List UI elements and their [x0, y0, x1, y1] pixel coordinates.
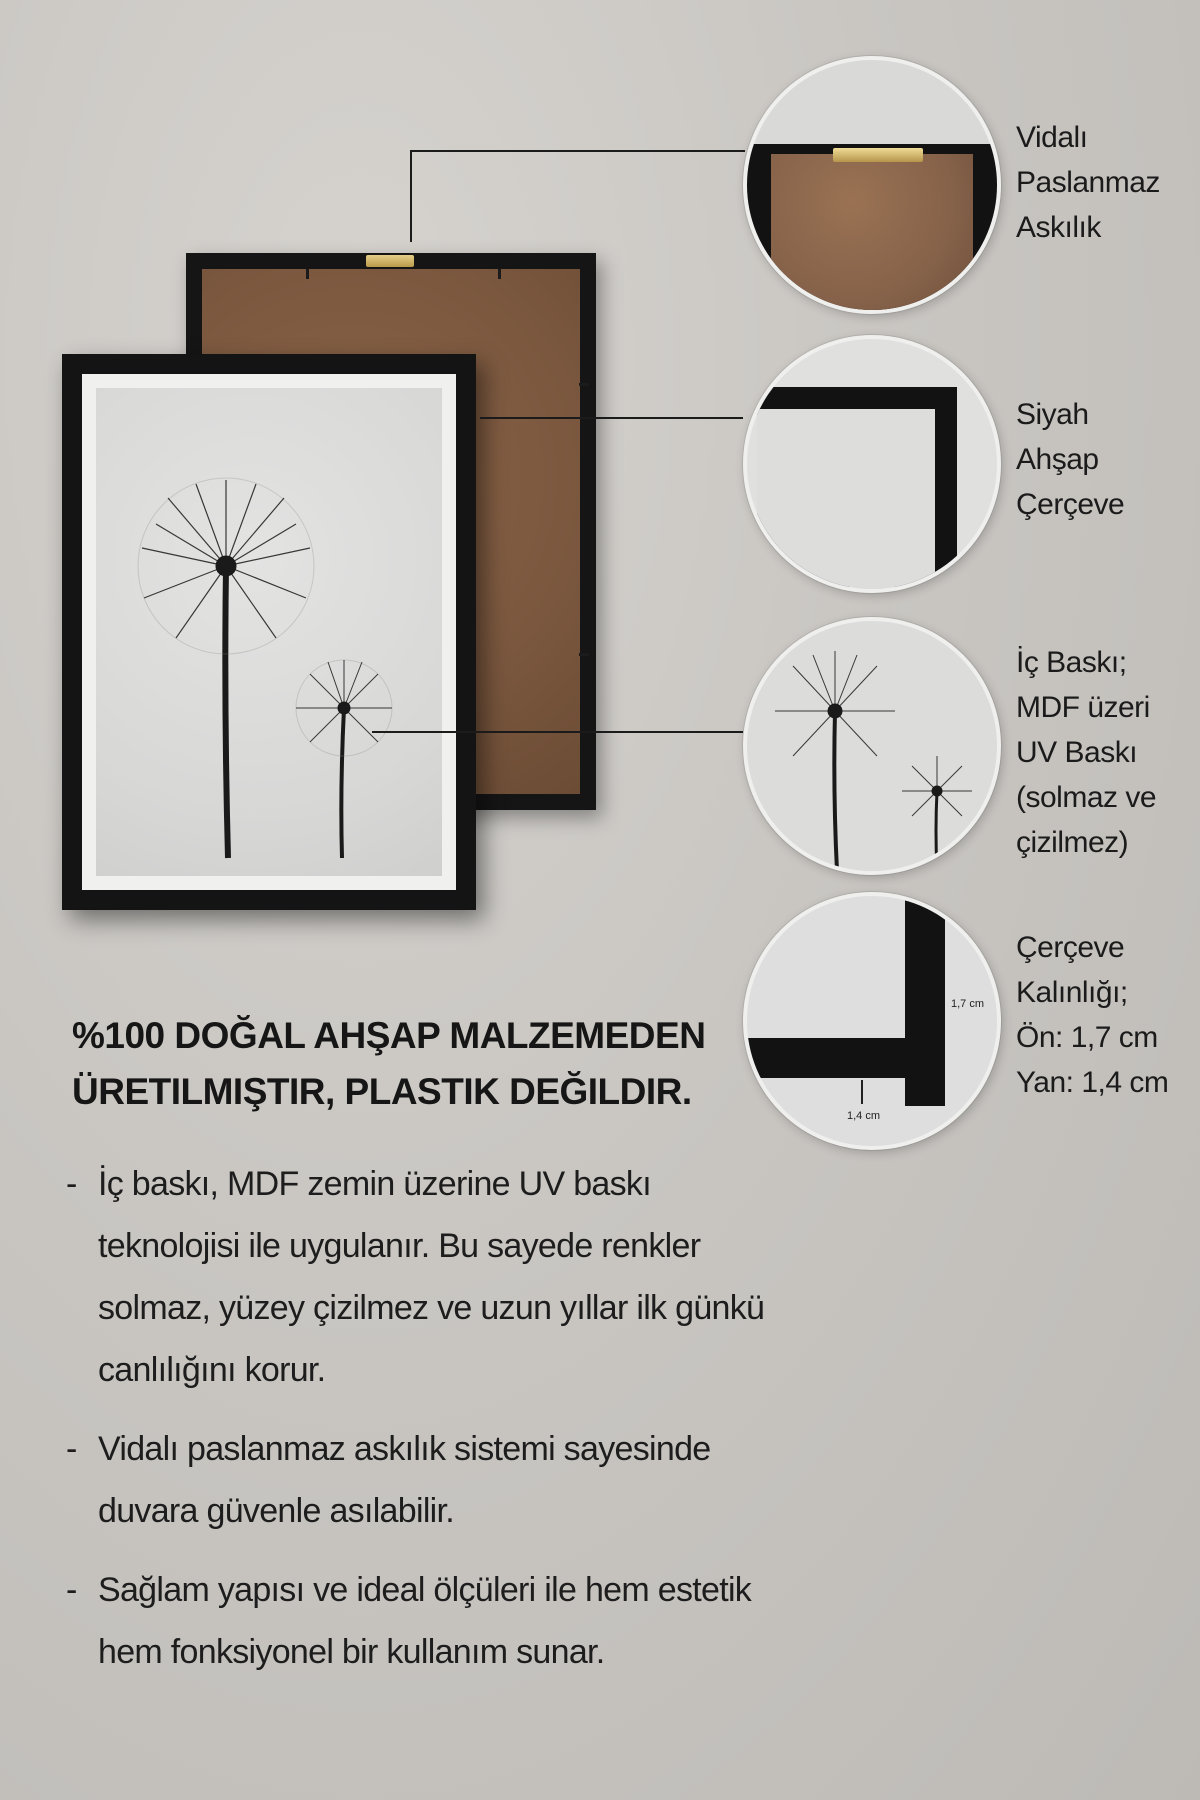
hanger-bracket [366, 255, 414, 267]
feature-text: İç baskı, MDF zemin üzerine UV baskı teknolojisi ile uygulanır. Bu sayede renkler solmaz, yüzey çizilmez ve uzun yıllar ilk günkü canlılığını korur. [98, 1165, 765, 1389]
leader-line-hanger [410, 150, 745, 152]
caption-frame [1016, 392, 1124, 527]
bullet-marker: - [66, 1571, 77, 1609]
caption-line: Ön: 1,7 cm [1016, 1021, 1158, 1054]
feature-item [66, 1559, 786, 1683]
frame-bottom-profile [747, 1038, 945, 1078]
frame-mat [82, 374, 456, 890]
feature-text: Sağlam yapısı ve ideal ölçüleri ile hem estetik hem fonksiyonel bir kullanım sunar. [98, 1571, 752, 1671]
headline-line: %100 DOĞAL AHŞAP MALZEMEDEN [72, 1015, 706, 1056]
dandelion-artwork [96, 388, 442, 876]
frame-corner [757, 387, 957, 587]
detail-circle-print [743, 617, 1001, 875]
bullet-marker: - [66, 1430, 77, 1468]
feature-item [66, 1418, 786, 1542]
frame-front-view [62, 354, 476, 910]
feature-list [66, 1153, 786, 1700]
mdf-back-closeup [771, 154, 973, 314]
leader-line-print [372, 731, 743, 733]
headline [72, 1008, 712, 1120]
caption-line: Kalınlığı; [1016, 976, 1128, 1009]
detail-circle-hanger [743, 56, 1001, 314]
hanger-closeup [833, 148, 923, 162]
caption-line: Yan: 1,4 cm [1016, 1066, 1169, 1099]
caption-hanger [1016, 115, 1160, 250]
caption-line: UV Baskı [1016, 736, 1138, 769]
back-clip [579, 653, 589, 656]
caption-line: Çerçeve [1016, 931, 1125, 964]
caption-print [1016, 640, 1156, 865]
caption-line: Vidalı [1016, 121, 1088, 154]
back-clip [579, 383, 589, 386]
bullet-marker: - [66, 1165, 77, 1203]
print-surface [757, 409, 935, 593]
caption-line: İç Baskı; [1016, 646, 1127, 679]
frame-edge [747, 144, 997, 314]
caption-line: Siyah [1016, 398, 1089, 431]
caption-line: Ahşap [1016, 443, 1099, 476]
caption-line: çizilmez) [1016, 826, 1129, 859]
caption-line: Paslanmaz [1016, 166, 1160, 199]
feature-text: Vidalı paslanmaz askılık sistemi sayesinde duvara güvenle asılabilir. [98, 1430, 711, 1530]
caption-thickness [1016, 925, 1168, 1105]
dandelion-print [96, 388, 442, 876]
detail-circle-thickness [743, 892, 1001, 1150]
side-depth-label: 1,4 cm [847, 1110, 881, 1122]
feature-item [66, 1153, 786, 1401]
caption-line: MDF üzeri [1016, 691, 1150, 724]
detail-circle-frame [743, 335, 1001, 593]
back-clip [306, 269, 309, 279]
leader-line-frame [480, 417, 743, 419]
headline-line: ÜRETILMIŞTIR, PLASTIK DEĞILDIR. [72, 1071, 692, 1112]
caption-line: Askılık [1016, 211, 1101, 244]
back-clip [498, 269, 501, 279]
dandelion-closeup [747, 621, 997, 871]
caption-line: Çerçeve [1016, 488, 1125, 521]
depth-marker [861, 1080, 863, 1104]
front-depth-label: 1,7 cm [951, 998, 985, 1010]
caption-line: (solmaz ve [1016, 781, 1157, 814]
leader-line-hanger [410, 150, 412, 242]
